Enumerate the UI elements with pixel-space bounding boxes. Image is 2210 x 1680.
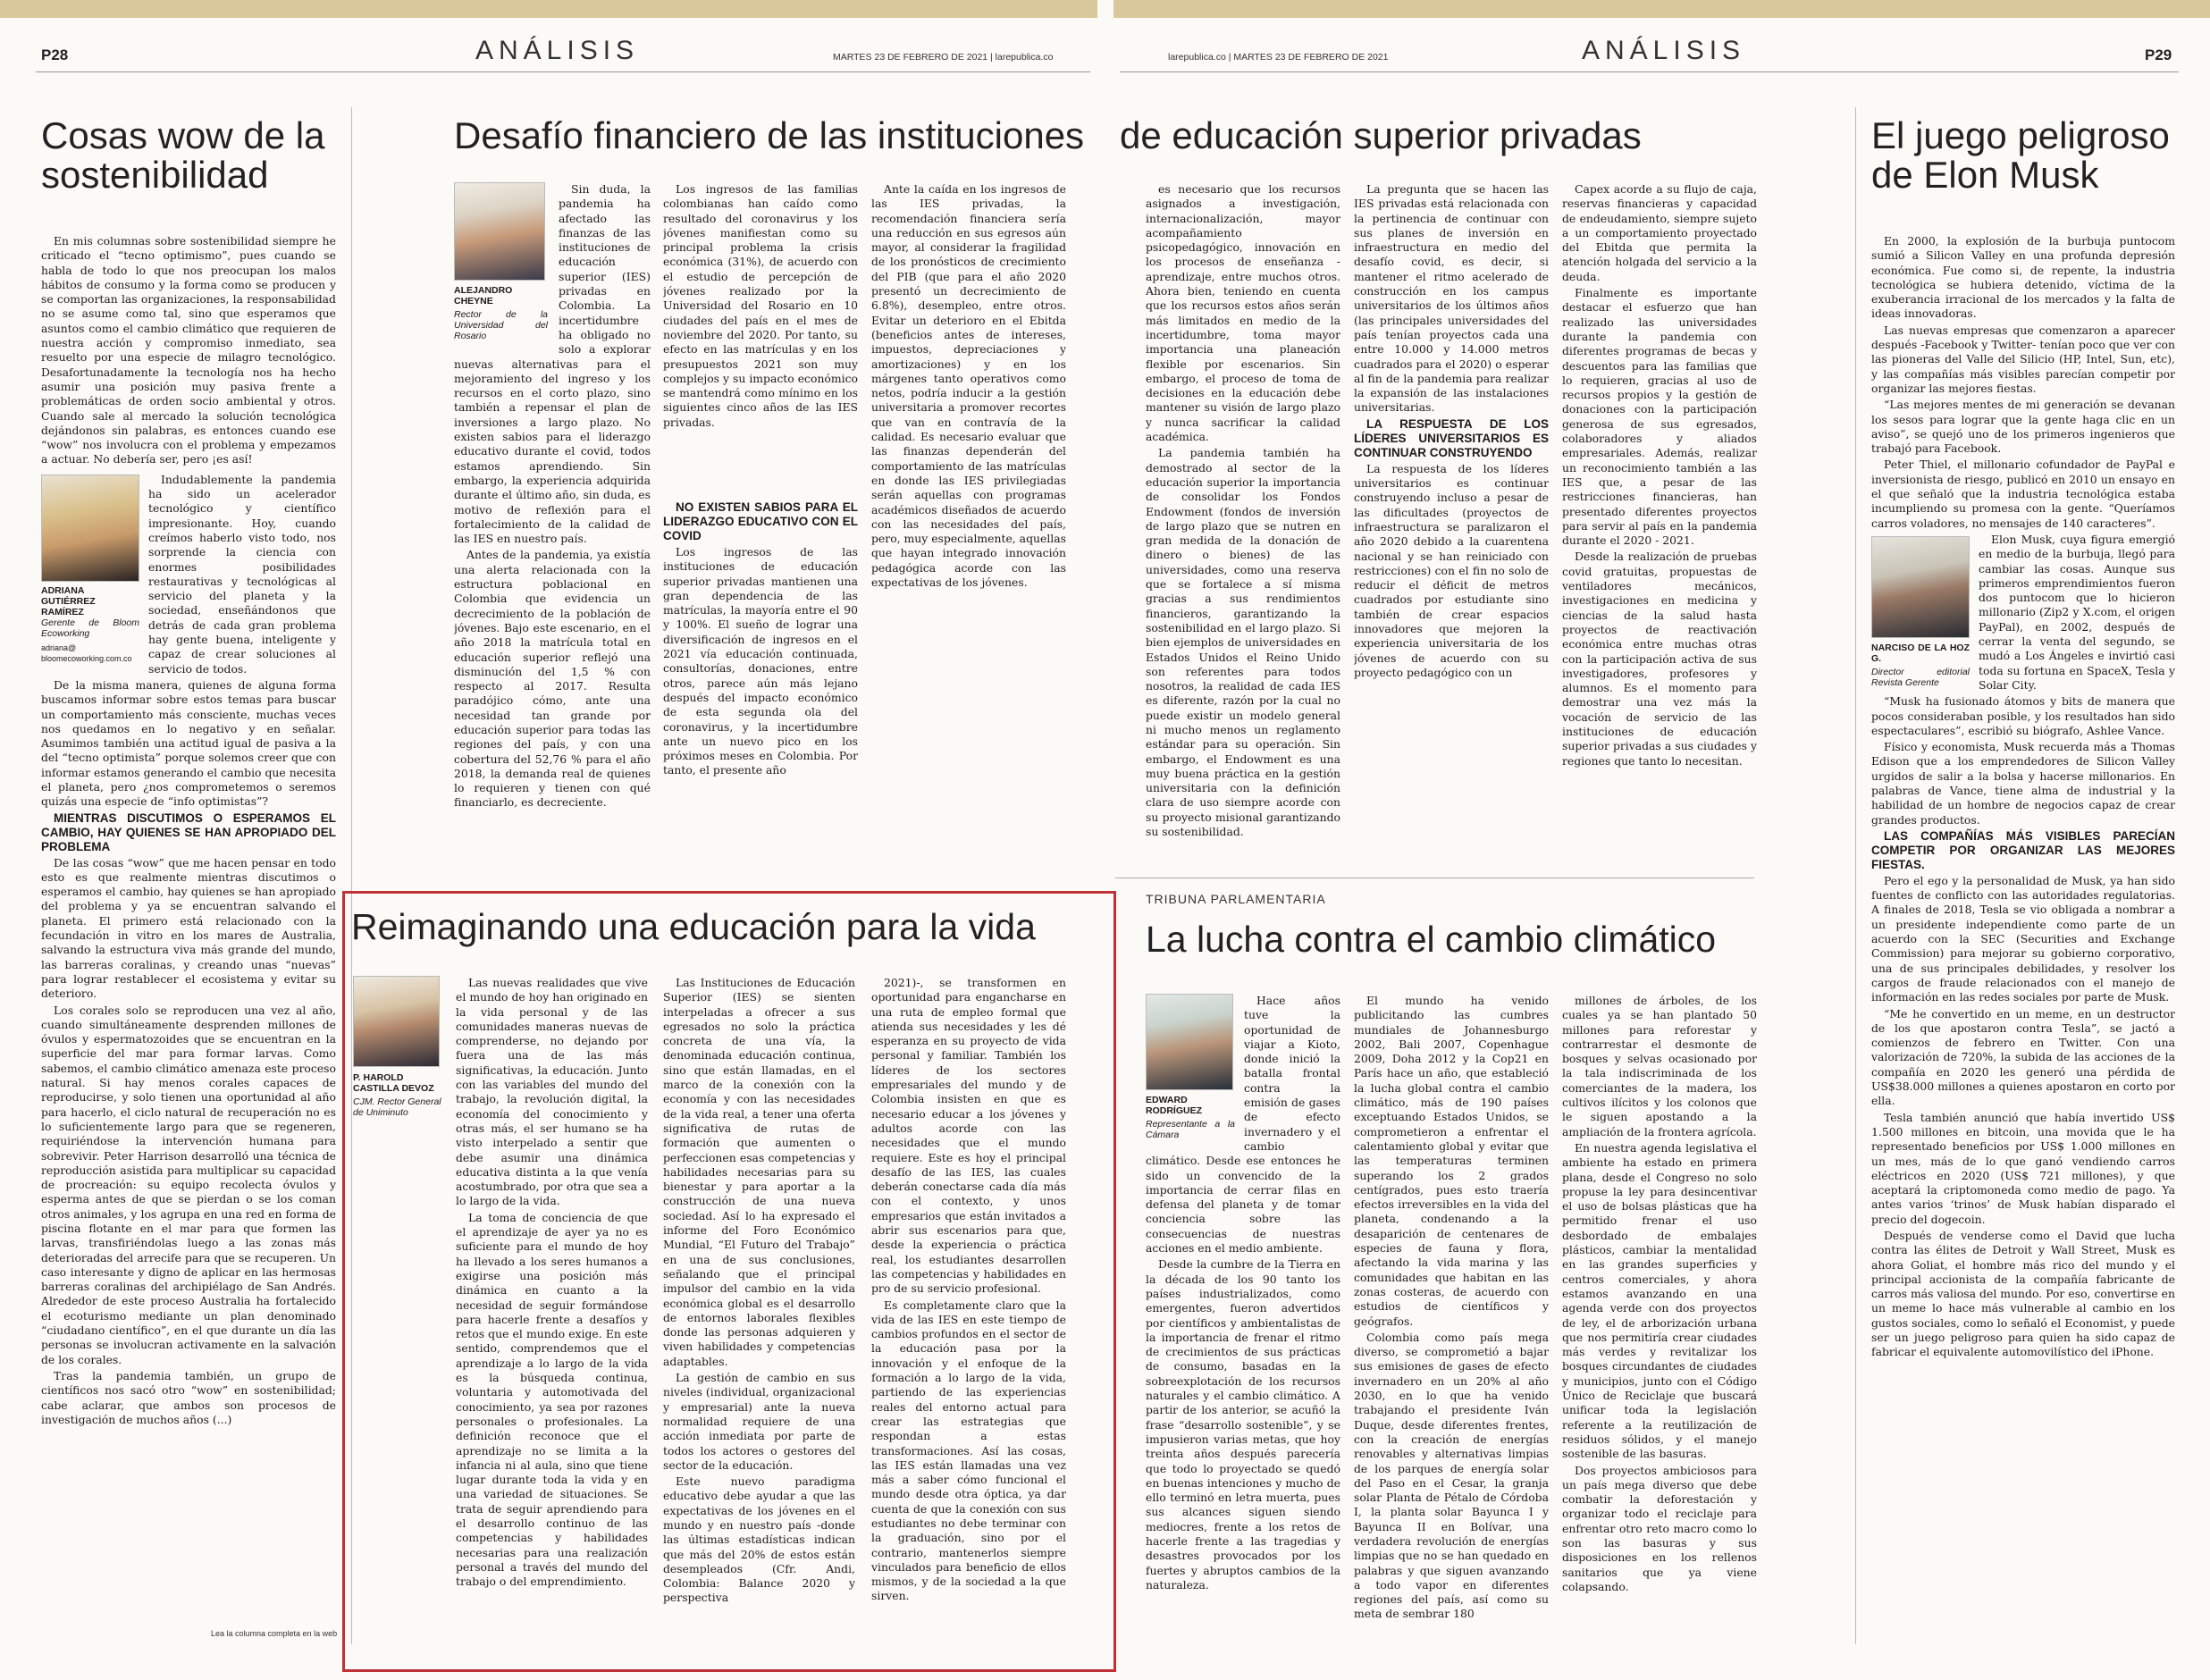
paragraph: Elon Musk, cuya figura emergió en medio de la burbuja, llegó para cambiar las cosas. Aunque sus primeros emprendimientos fueron dos puntocom que lo hicieron millonario (Zip2 y X.com, el origen PayPal), en 2002, después de cerrar la venta del segundo, se mudó a Los Ángeles e invirtió casi toda su fortuna en SpaceX, Tesla y Solar City. [1979,532,2175,692]
paragraph: Peter Thiel, el millonario cofundador de PayPal e inversionista de riesgo, publicó en 2010 un ensayo en el que señaló que la industria tecnológica estaba incumpliendo su promesa con la gente. “Queríamos carros voladores, no mensajes de 140 caracteres”. [1871,458,2175,530]
paragraph: Tesla también anunció que había invertido US$ 1.500 millones en bitcoin, una movida que le ha representado beneficios por US$ 1.000 millones en un mes, más de lo que ganó vendiendo carros eléctricos en 2020 (US$ 721 millones), y que aceptará la criptomoneda como medio de pago. Ya antes varios ‘trinos’ de Musk habían disparado el precio del dogecoin. [1871,1110,2175,1226]
author-role: Gerente de Bloom Ecoworking [41,617,139,639]
paragraph: La toma de conciencia de que el aprendizaje de ayer ya no es suficiente para el mundo de hoy ha llevado a los seres humanos a exigirse una posición más dinámica en cuanto a la necesidad de seguir formándose para hacerle frente a desafíos y retos que el mundo exige. En este sentido, comprendemos que el aprendizaje a lo largo de la vida es la búsqueda continua, voluntaria y automotivada del conocimiento, ya sea por razones personales o profesionales. La definición reconoce que el aprendizaje no se limita a la infancia ni al aula, sino que tiene lugar durante toda la vida y en una variedad de situaciones. Se trata de seguir aprendiendo para el desarrollo continuo de las competencias y habilidades necesarias para una realización personal a través del mundo del trabajo o del emprendimiento. [456,1210,648,1589]
page-number-right: P29 [2145,46,2172,63]
author-role: Representante a la Cámara [1146,1119,1235,1140]
author-name: P. HAROLD CASTILLA DEVOZ [353,1072,434,1094]
paragraph: Las nuevas empresas que comenzaron a aparecer después -Facebook y Twitter- tenían poco que ver con las pioneras del Valle del Silicio (HP, Intel, Sun, etc), y las compañías más visibles parecían competir por organizar las mejores fiestas. [1871,323,2175,395]
paragraph: “Las mejores mentes de mi generación se devanan los sesos para lograr que la gente haga clic en un aviso”, se quejó uno de los primeros ingenieros que trabajó para Facebook. [1871,398,2175,456]
top-color-bar [0,0,2210,18]
author-role: Rector de la Universidad del Rosario [454,309,548,341]
paragraph: millones de árboles, de los cuales ya se han plantado 50 millones para reforestar y contrarrestar el desmonte de bosques y selvas ocasionado por la tala indiscriminada de los comerciantes de la madera, los cultivos ilícitos y los colonos que le siguen apostando a la ampliación de la frontera agrícola. [1562,994,1757,1138]
author-photo [41,475,139,582]
paragraph: Después de venderse como el David que lucha contra las élites de Detroit y Wall Street, Musk es ahora Goliat, el hombre más rico del mundo y el principal accionista de la compañía fabricante de carros más valiosa del mundo. Por eso, convertirse en un meme lo hace más vulnerable al cambio en los gustos sociales, como lo señaló el Economist, y puede ser un juego peligroso para quien ha sido capaz de fabricar el equivalente automovilístico del iPhone. [1871,1229,2175,1359]
paragraph: En nuestra agenda legislativa el ambiente ha estado en primera plana, desde el Congreso no solo propuse la ley para desincentivar el uso de bolsas plásticas que ha permitido frenar el uso desbordado de embalajes plásticos, cambiar la mentalidad en las grandes superficies y centros comerciales, y ahora estamos avanzando en una agenda verde con dos proyectos de ley, el de arborización urbana que nos permitiría crear ciudades más verdes y revitalizar los bosques circundantes de ciudades y municipios, junto con el Código Único de Reciclaje que buscará unificar toda la legislación referente a la reutilización de residuos sólidos, y el manejo sostenible de las basuras. [1562,1140,1757,1461]
subheading: MIENTRAS DISCUTIMOS O ESPERAMOS EL CAMBIO, HAY QUIENES SE HAN APROPIADO DEL PROBLEMA [41,811,336,853]
paragraph: Tras la pandemia también, un grupo de científicos nos sacó otro “wow” en sostenibilidad; cabe aclarar, que ambos son procesos de investigación de muchos años (...) [41,1368,336,1426]
author-name: ADRIANA GUTIÉRREZ RAMÍREZ [41,584,96,617]
paragraph: Capex acorde a su flujo de caja, reservas financieras y capacidad de endeudamiento, siempre sujeto a un comportamiento proyectado del Ebitda que permita la atención holgada del servicio a la deuda. [1562,182,1757,283]
paragraph: Hace años tuve la oportunidad de viajar a Kioto, donde inició la batalla frontal contra la emisión de gases de efecto invernadero y el cambio climático. Desde ese entonces he sido un convencido de la importancia de cerrar filas en defensa del planeta y de tomar conciencia sobre las consecuencias de nuestras acciones en el medio ambiente. [1146,994,1340,1256]
paragraph: Las nuevas realidades que vive el mundo de hoy han originado en la vida personal y de las comunidades maneras nuevas de comprenderse, no dejando por fuera una de las más significativas, la educación. Junto con las variables del mundo del trabajo, la revolución digital, la economía del conocimiento y otras más, el ser humano se ha visto interpelado a sentir que debe asumir una dinámica educativa distinta a la que venía acostumbrado, por otra que sea a lo largo de la vida. [456,976,648,1208]
reimaginando-col-2 [663,976,855,1655]
web-footnote: Lea la columna completa en la web [211,1629,338,1638]
lucha-col-3 [1562,994,1757,1655]
section-label-right: ANÁLISIS [1582,36,1746,65]
dateline-left: MARTES 23 DE FEBRERO DE 2021 | larepublica.co [833,52,1054,63]
author-photo [1871,536,1970,638]
article-title: El juego peligroso de Elon Musk [1871,114,2170,197]
paragraph: Pero el ego y la personalidad de Musk, ya han sido fuentes de conflicto con las autoridades regulatorias. A finales de 2018, Tesla se vio obligada a nombrar a un presidente independiente como parte de un acuerdo con la SEC (Securities and Exchange Commission) para mejorar su gobierno corporativo, una de sus principales debilidades, y resolver los cargos de fraude relacionados con el manejo de información en las redes sociales por parte de Musk. [1871,873,2175,1004]
author-block [454,182,548,341]
section-kicker: TRIBUNA PARLAMENTARIA [1146,892,1326,906]
reimaginando-col-3 [871,976,1066,1655]
paragraph: Antes de la pandemia, ya existía una alerta relacionada con la estructura poblacional en Colombia que evidencia un decrecimiento de la población de jóvenes. Bajo este escenario, en el año 2018 la matrícula total en educación superior reflejó una disminución del 1,5 % con respecto al 2017. Resulta paradójico cómo, ante una necesidad tan grande por educación superior para todas las regiones del país, y con una cobertura del 52,76 % para el año 2018, la demanda real de quienes lo requieren y tienen con qué financiarlo, es decreciente. [454,548,651,810]
subheading: LA RESPUESTA DE LOS LÍDERES UNIVERSITARIOS ES CONTINUAR CONSTRUYENDO [1354,416,1549,459]
paragraph: Dos proyectos ambiciosos para un país mega diverso que debe combatir la deforestación y organizar todo el reciclaje para enfrentar otro reto macro como lo son las basuras y sus disposiciones en los rellenos sanitarios que ya viene colapsando. [1562,1463,1757,1593]
desafio-col-3 [871,182,1066,857]
dateline-right: larepublica.co | MARTES 23 DE FEBRERO DE 2021 [1168,52,1389,63]
author-block [1871,536,1970,688]
paragraph: “Me he convertido en un meme, en un destructor de los que apostaron contra Tesla”, se jactó a comienzos de febrero en Twitter. Con una valorización de 720%, la subida de las acciones de la compañía en 2020 les generó una pérdida de US$38.000 millones a quienes apostaron en corto por ella. [1871,1006,2175,1108]
desafio-col-1 [454,182,651,857]
author-block [1146,994,1235,1140]
paragraph: Finalmente es importante destacar el esfuerzo que han realizado las universidades durante la pandemia con diferentes programas de becas y descuentos para las familias que lo requieren, gracias al uso de recursos propios y la gestión de donaciones con la participación generosa de sus egresados, colaboradores y aliados empresariales. Además, realizar un reconocimiento también a las IES que, a pesar de las restricciones financieras, han presentado diferentes proyectos para servir al país en la pandemia durante el 2020 - 2021. [1562,286,1757,548]
paragraph: De las cosas “wow” que me hacen pensar en todo esto es que realmente mientras discutimos o esperamos el cambio, hay quienes se han apropiado del problema y ya se encuentran salvando el planeta. El primero está relacionado con la fecundación in vitro en los mares de Australia, salvando la estructura viva más grande del mundo, las barreras coralinas, y creando unas “nuevas” para lograr restablecer el ecosistema y evitar su deterioro. [41,855,336,1001]
paragraph: En 2000, la explosión de la burbuja puntocom sumió a Silicon Valley en una profunda depresión económica. Fue como si, de repente, la industria tecnológica se hubiera detenido, víctima de la exuberancia irracional de los mercados y la falta de ideas innovadoras. [1871,234,2175,321]
paragraph: Desde la realización de pruebas covid gratuitas, propuestas de ventiladores mecánicos, investigaciones en medicina y ciencias de la salud hasta proyectos de reactivación económica entre muchas otras con la participación activa de sus investigadores, profesores y alumnos. Es el momento para demostrar una vez más la vocación de servicio de las instituciones de educación superior privadas a sus ciudades y regiones que tanto lo necesitan. [1562,550,1757,768]
paragraph: es necesario que los recursos asignados a investigación, internacionalización, mayor acompañamiento psicopedagógico, innovación en los procesos de enseñanza - aprendizaje, entre muchos otros. Ahora bien, teniendo en cuenta que los recursos estos años serán más limitados en medio de la incertidumbre, toma mayor importancia una planeación flexible por escenarios. Sin embargo, el proceso de toma de decisiones en la educación debe mantener su visión de largo plazo y nunca sacrificar la calidad académica. [1146,182,1340,444]
article-title: La lucha contra el cambio climático [1146,919,1717,960]
paragraph: En mis columnas sobre sostenibilidad siempre he criticado el “tecno optimismo”, pues cuando se habla de todo lo que nos preocupan los malos hábitos de consumo y la forma como se producen y se comportan las organizaciones, la responsabilidad no se asume como tal, sino que esperamos que asuntos como el cambio climático que requieren de nuestra acción y compromiso inmediato, sea resuelto por una especie de milagro tecnológico. Desafortunadamente la tecnología nos ha hecho asumir una posición muy pasiva frente a problemáticas de orden socio ambiental y otros. Cuando sale al mercado la solución tecnológica dejándonos sin palabras, es entonces cuando ese “wow” nos involucra con el problema y empezamos a actuar. No debería ser, pero ¡es así! [41,234,336,466]
sostenibilidad-body [41,234,336,1637]
paragraph: Las Instituciones de Educación Superior (IES) se sienten interpeladas a ofrecer a sus egresados no solo la práctica concreta de una vía, la denominada educación continua, sino que están llamadas, en el marco de la conexión con la economía y con las necesidades de la vida real, a tener una oferta significativa de rutas de formación que aumenten o perfeccionen esas competencias y habilidades necesarias para su bienestar y para aportar a la construcción de una nueva sociedad. Así lo ha expresado el informe del Foro Económico Mundial, “El Futuro del Trabajo” en una de sus conclusiones, señalando que el principal impulsor del cambio en la vida económica global es el desarrollo de entornos laborales flexibles donde las personas adquieren y viven habilidades y competencias adaptables. [663,976,855,1368]
author-photo [454,182,545,281]
paragraph: La respuesta de los líderes universitarios es continuar construyendo incluso a pesar de las dificultades (proyectos de infraestructura se paralizaron el año 2020 debido a la cuarentena nacional y se han reiniciado con restricciones) con el fin no solo de reducir el déficit de metros cuadrados por estudiante sino también de crear espacios innovadores que mejoren la experiencia universitaria de los jóvenes de acuerdo con su proyecto pedagógico con un [1354,461,1549,679]
subheading: NO EXISTEN SABIOS PARA EL LIDERAZGO EDUCATIVO CON EL COVID [663,500,858,542]
paragraph: Los corales solo se reproducen una vez al año, cuando simultáneamente desprenden millones de óvulos y espermatozoides que se encuentran en la superficie del mar para formar larvas. Como sabemos, el cambio climático amenaza este proceso natural. Si hay menos corales capaces de reproducirse, y solo tienen una oportunidad al año para hacerlo, el ciclo natural de recuperación no es lo suficientemente largo para que se regeneren, requiriéndose la intervención humana para sobrevivir. Peter Harrison desarrolló una técnica de reproducción asistida para multiplicar su capacidad de procreación: su equipo recolecta óvulos y esperma antes de que se pierdan o se los coman otros animales, y los agrupa en una red en forma de piscina flotante en el mar para que formen las larvas, transfiriéndolas luego a las zonas más deterioradas del arrecife para que se recuperen. Un caso interesante y digno de aplicar en las hermosas barreras coralinas del archipiélago de San Andrés. Alrededor de este proceso Australia ha fortalecido el ecoturismo mediante un plan denominado “ciudadano científico”, en el que durante un día las personas se involucran activamente en la salvación de los corales. [41,1003,336,1366]
reimaginando-col-1 [456,976,648,1655]
page-number-left: P28 [41,46,69,63]
paragraph: De la misma manera, quienes de alguna forma buscamos informar sobre estos temas para buscar un comportamiento más consciente, muchas veces nos quedamos en lo negativo y en señalar. Asumimos también una actitud igual de pasiva a la del “tecno optimista” porque solemos creer que con informar estamos generando el cambio que necesita el planeta, pero ¿nos comprometemos o seremos quizás una especie de “info optimistas”? [41,677,336,809]
article-title-left: Desafío financiero de las instituciones [454,114,1085,156]
paragraph: Desde la cumbre de la Tierra en la década de los 90 tanto los países industrializados, como emergentes, fueron advertidos por científicos y ambientalistas de la importancia de frenar el ritmo de crecimientos de sus prácticas de consumo, basadas en la sobreexplotación de los recursos naturales y el cambio climático. A partir de los anterior, se acuñó la frase “desarrollo sostenible”, y se impusieron varias metas, que hoy treinta años después parecería que todo lo proyectado se quedó en buenas intenciones y mucho de ello terminó en letra muerta, pues sus alcances siguen siendo mediocres, frente a los retos de hacerle frente a las tragedias y desastres provocados por los fuertes y abruptos cambios de la naturaleza. [1146,1257,1340,1592]
paragraph: La pandemia también ha demostrado al sector de la educación superior la importancia de consolidar los Fondos Endowment (fondos de inversión de largo plazo que se nutren en gran medida de la donación de dinero o bienes) de las universidades, como una reserva que se fortalece a sí misma gracias a sus rendimientos financieros, garantizando la sostenibilidad en el largo plazo. Si bien ejemplos de universidades en Estados Unidos el Reino Unido son referentes para todos nosotros, la realidad de cada IES es diferente, razón por la cual no puede existir un modelo general ni mucho menos un reglamento estándar para su operación. Sin embargo, el Endowment es una muy buena práctica en la gestión universitaria con la definición clara de uso siempre acorde con su proyecto misional garantizando su sostenibilidad. [1146,446,1340,839]
paragraph: Sin duda, la pandemia ha afectado las finanzas de las instituciones de educación superior (IES) privadas en Colombia. La incertidumbre ha obligado no solo a explorar nuevas alternativas para el mejoramiento del ingreso y los recursos en el corto plazo, sino también a repensar el plan de inversiones a largo plazo. No existen sabios para el liderazgo educativo durante el covid, todos estamos aprendiendo. Sin embargo, la experiencia adquirida durante el último año, sin duda, es motivo de reflexión para el fortalecimiento de la calidad de las IES en nuestro país. [454,182,651,546]
paragraph: Indudablemente la pandemia ha sido un acelerador tecnológico y científico impresionante. Hoy, cuando creímos haberlo visto todo, nos sorprende la ciencia con enormes posibilidades restaurativas y tecnológicas al servicio del planeta y la sociedad, enseñándonos que detrás de cada gran problema hay gente buena, inteligente y capaz de crear soluciones al servicio de todos. [148,472,336,676]
author-block [353,976,442,1118]
paragraph: Los ingresos de las familias colombianas han caído como resultado del coronavirus y los jóvenes manifiestan como su principal problema la crisis económica (31%), de acuerdo con el estudio de percepción de jóvenes realizado por la Universidad del Rosario en 10 ciudades del país en el mes de noviembre del 2020. Por tanto, su efecto en las matrículas y en los presupuestos 2021 son muy complejos y su impacto económico se mantendrá como mínimo en los siguientes cinco años de las IES privadas. [663,182,858,429]
paragraph: Es completamente claro que la vida de las IES en este tiempo de cambios profundos en el sector de la educación pasa por la innovación y el enfoque de la formación a lo largo de la vida, partiendo de las experiencias reales del entorno actual para crear las estrategias que respondan a estas transformaciones. Así las cosas, las IES están llamadas una vez más a saber cómo funcional el mundo desde otra óptica, ya dar cuenta de que la conexión con sus estudiantes no debe terminar con la graduación, sino por el contrario, mantenerlos siempre vinculados para beneficio de ellos mismos, y de la sociedad a la que sirven. [871,1298,1066,1603]
desafio-col-6 [1562,182,1757,857]
author-role: Director editorial Revista Gerente [1871,666,1970,688]
musk-body [1871,234,2175,1655]
article-title-right: de educación superior privadas [1120,114,1642,156]
lucha-col-1 [1146,994,1340,1655]
author-role: CJM. Rector General de Uniminuto [353,1096,441,1118]
author-name: EDWARD RODRÍGUEZ [1146,1095,1202,1116]
paragraph: El mundo ha venido publicitando las cumbres mundiales de Johannesburgo 2002, Bali 2007, Copenhague 2009, Doha 2012 y la Cop21 en París hace un año, que estableció la lucha global contra el cambio climático, más de 190 países exceptuando Estados Unidos, se comprometieron a enfrentar el calentamiento global y evitar que las temperaturas terminen superando los 2 grados centígrados, pues esto traería efectos irreversibles en la vida del planeta, condenando a la desaparición de centenares de especies de fauna y flora, afectando la vida marina y las comunidades que habitan en las zonas costeras, de acuerdo con estudios de científicos y geógrafos. [1354,994,1549,1328]
divider-right [1855,107,1856,1644]
header-rule-right [1120,71,2179,72]
desafio-col-4 [1146,182,1340,857]
author-name: ALEJANDRO CHEYNE [454,285,513,307]
author-photo [1146,994,1233,1090]
desafio-col-5 [1354,182,1549,857]
paragraph: Colombia como país mega diverso, se comprometió a bajar sus emisiones de gases de efecto invernadero en un 20% al año 2030, en lo que ha venido trabajando el presidente Iván Duque, desde diferentes frentes, con la creación de energías renovables y alternativas limpias de los parques de energía solar del Paso en el Cesar, la granja solar Planta de Pétalo de Córdoba I, la planta solar Bayunca I y Bayunca II en Bolívar, una verdadera revolución de energías limpias que no se han quedado en palabras y que siguen avanzando a todo vapor en diferentes regiones del país, así como su meta de sembrar 180 [1354,1330,1549,1621]
section-label-left: ANÁLISIS [475,36,640,65]
paragraph: Físico y economista, Musk recuerda más a Thomas Edison que a los emprendedores de Silicon Valley urgidos de salir a la bolsa y hacerse millonarios. En palabras de Vance, tiene alma de industrial y la habilidad de un hombre de negocios capaz de crear grandes productos. [1871,740,2175,827]
article-title: Reimaginando una educación para la vida [351,906,1036,947]
header-rule-left [36,71,1090,72]
paragraph: Este nuevo paradigma educativo debe ayudar a que las expectativas de los jóvenes en el mundo y en nuestro país -donde las últimas estadísticas indican que más del 20% de estos están desempleados (Cfr. Andi, Colombia: Balance 2020 y perspectiva [663,1474,855,1605]
paragraph: 2021)-, se transformen en oportunidad para engancharse en una ruta de empleo formal que atienda sus necesidades y les dé esperanza en su proyecto de vida personal y familiar. También los líderes de los sectores empresariales del mundo y de Colombia insisten en que es necesario educar a los jóvenes y adultos acorde con las necesidades que el mundo requiere. Este es hoy el principal desafío de las IES, las cuales deberán conectarse cada día más con el contexto, y unos empresarios que están invitados a abrir sus escenarios para que, desde la experiencia o práctica real, los estudiantes desarrollen las competencias y habilidades en pro de su servicio profesional. [871,976,1066,1296]
author-email: adriana@ bloomecoworking.com.co [41,643,132,663]
author-photo [353,976,440,1067]
subheading: LAS COMPAÑÍAS MÁS VISIBLES PARECÍAN COMPETIR POR ORGANIZAR LAS MEJORES FIESTAS. [1871,828,2175,871]
paragraph: La gestión de cambio en sus niveles (individual, organizacional y empresarial) ante la nueva normalidad requiere de una acción inmediata por parte de todos los actores o gestores del sector de la educación. [663,1371,855,1472]
paragraph: Los ingresos de las instituciones de educación superior privadas mantienen una gran dependencia de las matrículas, la mayoría entre el 90 y 100%. El sueño de lograr una diversificación de ingresos en el 2021 vía educación continuada, consultorías, donaciones, entre otros, parece aún más lejano después del impacto económico de esta segunda ola del coronavirus, y la incertidumbre ante un nuevo pico en los próximos meses en Colombia. Por tanto, el presente año [663,545,858,777]
paragraph: Ante la caída en los ingresos de las IES privadas, la recomendación financiera sería una reducción en sus egresos aún mayor, al considerar la fragilidad de los pronósticos de crecimiento del PIB (que para el año 2020 presentó un decrecimiento de 6.8%), desempleo, entre otros. Evitar un deterioro en el Ebitda (beneficios antes de intereses, impuestos, depreciaciones y amortizaciones) y en los márgenes tanto operativos como netos, podría inducir a la gestión universitaria a promover recortes que van en contravía de la calidad. Es necesario evaluar que las finanzas dependerán del comportamiento de las matrículas en donde las IES privilegiadas serán aquellas con programas académicos diseñados de acuerdo con las necesidades del país, pero, muy especialmente, aquellas que hayan integrado innovación pedagógica acorde con las expectativas de los jóvenes. [871,182,1066,590]
paragraph: “Musk ha fusionado átomos y bits de manera que pocos consideraban posible, y los resultados han sido espectaculares”, escribió su biógrafo, Ashlee Vance. [1871,694,2175,737]
lucha-col-2 [1354,994,1549,1655]
paragraph: La pregunta que se hacen las IES privadas está relacionada con la pertinencia de continuar con sus planes de inversión en infraestructura en medio del desafío covid, es decir, si mantener el ritmo acelerado de construcción en los campus universitarios de los últimos años (las principales universidades del país tenían proyectos cada una entre 10.000 y 14.000 metros cuadrados para el 2020) o esperar al fin de la pandemia para realizar la expansión de las instalaciones universitarias. [1354,182,1549,415]
article-title: Cosas wow de la sostenibilidad [41,114,325,197]
author-name: NARCISO DE LA HOZ G. [1871,642,1970,664]
author-block [41,475,139,664]
desafio-col-2b [663,500,858,858]
